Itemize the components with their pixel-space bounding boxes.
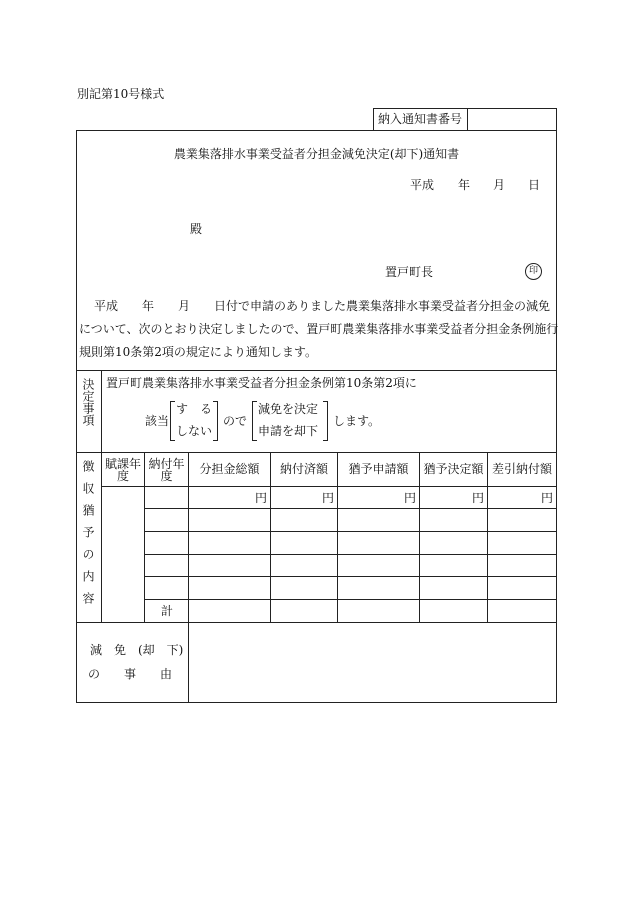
decision-label: 決定事項: [81, 378, 95, 426]
addressee-suffix: 殿: [190, 222, 203, 236]
option-reduce: 減免を決定: [258, 402, 319, 416]
date-era: 平成: [410, 178, 435, 192]
header-deferral-decision: 猶予決定額: [423, 462, 484, 476]
document-title: 農業集落排水事業受益者分担金減免決定(却下)通知書: [173, 147, 460, 161]
form-label: 別記第10号様式: [77, 87, 165, 101]
issuer: 置戸町長: [385, 265, 434, 279]
option-suru: す る: [176, 402, 213, 416]
option-shinai: しない: [176, 424, 213, 438]
date-day: 日: [528, 178, 541, 192]
body-line-2: について、次のとおり決定しましたので、置戸町農業集落排水事業受益者分担金条例施行: [79, 322, 559, 336]
body-line-1: 平成 年 月 日付で申請のありました農業集落排水事業受益者分担金の減免: [94, 299, 551, 313]
header-levy-year: 賦課年度: [104, 457, 141, 483]
reason-label-line-2: の 事 由: [88, 667, 173, 681]
details-label: 徴収猶予の内容: [81, 460, 95, 614]
seal-mark: 印: [525, 263, 542, 280]
header-net-payment: 差引納付額: [491, 462, 552, 476]
header-total-charge: 分担金総額: [199, 462, 260, 476]
yen-unit: 円: [322, 491, 335, 505]
header-deferral-request: 猶予申請額: [348, 462, 409, 476]
yen-unit: 円: [255, 491, 268, 505]
yen-unit: 円: [404, 491, 417, 505]
decision-node: ので: [223, 414, 248, 428]
total-label: 計: [161, 604, 174, 618]
option-reject: 申請を却下: [258, 424, 319, 438]
yen-unit: 円: [541, 491, 554, 505]
decision-line-1: 置戸町農業集落排水事業受益者分担金条例第10条第2項に: [106, 376, 417, 390]
reason-label-line-1: 減 免 (却 下): [90, 643, 184, 657]
date-month: 月: [493, 178, 506, 192]
date-year: 年: [458, 178, 471, 192]
reason-field[interactable]: [190, 624, 554, 700]
notice-number-value[interactable]: [470, 110, 554, 128]
header-paid-amount: 納付済額: [279, 462, 328, 476]
body-line-3: 規則第10条第2項の規定により通知します。: [79, 345, 317, 359]
yen-unit: 円: [472, 491, 485, 505]
decision-shimasu: します。: [333, 414, 381, 428]
decision-applicable: 該当: [145, 414, 170, 428]
header-payment-year: 納付年度: [148, 457, 185, 483]
notice-number-label: 納入通知書番号: [378, 112, 463, 126]
